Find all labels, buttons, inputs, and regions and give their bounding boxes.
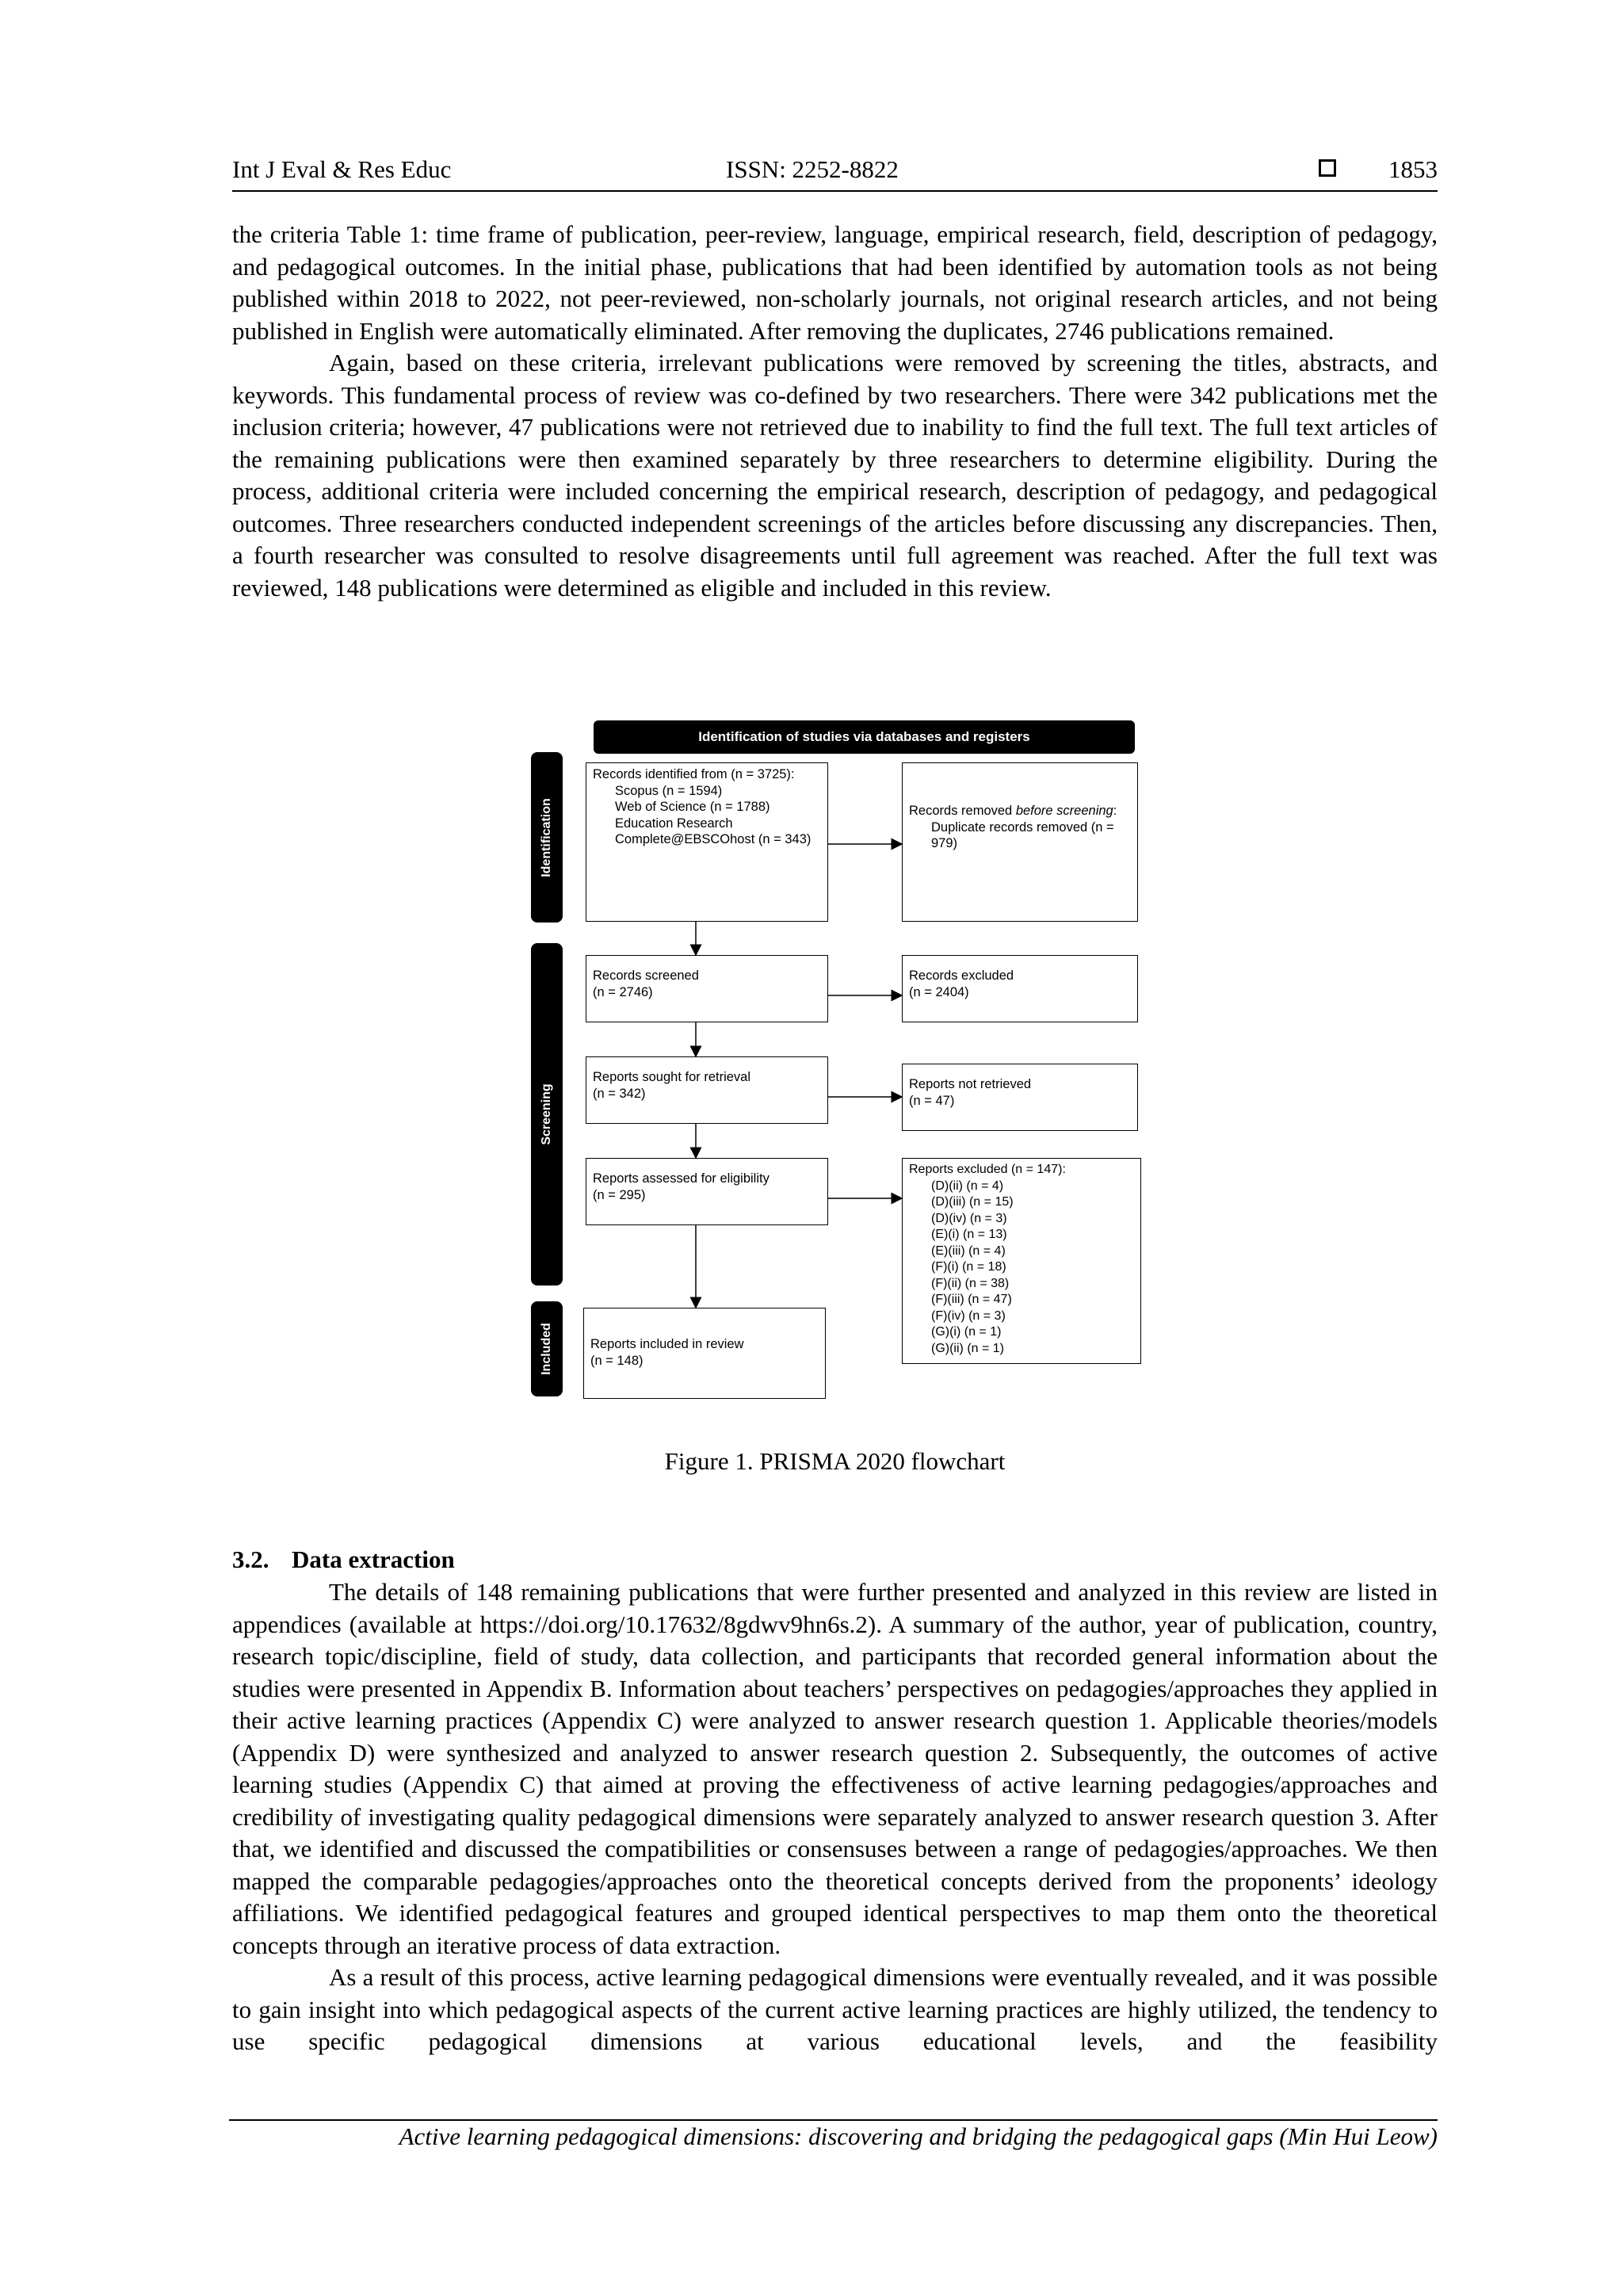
box-count: (n = 342) bbox=[593, 1086, 646, 1101]
exclusion-item: (F)(iii) (n = 47) bbox=[931, 1293, 1012, 1306]
exclusion-item: (D)(ii) (n = 4) bbox=[931, 1179, 1004, 1193]
removed-item: Duplicate records removed (n = 979) bbox=[931, 819, 1114, 850]
records-excluded-box bbox=[902, 955, 1138, 1022]
box-count: (n = 295) bbox=[593, 1187, 646, 1202]
stage-label: Identification bbox=[540, 797, 553, 877]
stage-label: Included bbox=[540, 1323, 553, 1375]
section-number: 3.2. bbox=[232, 1545, 269, 1573]
footer-rule bbox=[229, 2119, 1438, 2121]
stage-label: Screening bbox=[540, 1083, 553, 1145]
stage-identification bbox=[531, 752, 563, 923]
source-item: Scopus (n = 1594) bbox=[615, 783, 723, 798]
figure-caption: Figure 1. PRISMA 2020 flowchart bbox=[664, 1447, 1006, 1475]
exclusion-item: (F)(ii) (n = 38) bbox=[931, 1276, 1010, 1290]
exclusion-item: (G)(ii) (n = 1) bbox=[931, 1341, 1004, 1355]
exclusion-item: (D)(iii) (n = 15) bbox=[931, 1195, 1014, 1209]
paragraph: The details of 148 remaining publications that were further presented and analyzed in this review are listed in appendices (available at https://doi.org/10.17632/8gdwv9hn6s.2). A summary of the author, year of publication, country, research topic/discipline, field of study, data collection, and participants that recorded general information about the studies were presented in Appendix B. Information about teachers’ perspectives on pedagogies/approaches they applied in their active learning practices (Appendix C) were analyzed to answer research question 1. Applicable theories/models (Appendix D) were synthesized and analyzed to answer research question 2. Subsequently, the outcomes of active learning studies (Appendix C) that aimed at proving the effectiveness of active learning pedagogies/approaches and credibility of investigating quality pedagogical dimensions were separately analyzed to answer research question 3. After that, we identified and discussed the compatibilities or consensuses between a range of pedagogies/approaches. We then mapped the comparable pedagogies/approaches onto the theoretical concepts derived from the proponents’ ideology affiliations. We identified pedagogical features and grouped identical perspectives to map them onto the theoretical concepts through an iterative process of data extraction. bbox=[232, 1578, 1438, 1959]
records-screened-box bbox=[586, 955, 828, 1022]
exclusion-item: (D)(iv) (n = 3) bbox=[931, 1211, 1007, 1225]
box-count: (n = 47) bbox=[909, 1093, 955, 1108]
journal-name: Int J Eval & Res Educ bbox=[232, 155, 452, 183]
reports-not-retrieved-box bbox=[902, 1064, 1138, 1131]
box-count: (n = 2404) bbox=[909, 984, 969, 999]
page-number: 1853 bbox=[1388, 155, 1438, 183]
source-item: Web of Science (n = 1788) bbox=[615, 800, 770, 814]
exclusion-item: (G)(i) (n = 1) bbox=[931, 1325, 1002, 1339]
exclusion-item: (E)(iii) (n = 4) bbox=[931, 1244, 1006, 1258]
reports-included-box bbox=[583, 1308, 826, 1399]
source-item: Education Research Complete@EBSCOhost (n = 343) bbox=[615, 816, 812, 846]
box-title: Records screened bbox=[593, 968, 699, 983]
box-title: Reports included in review bbox=[590, 1337, 744, 1351]
box-title: Reports excluded (n = 147): bbox=[909, 1163, 1066, 1176]
box-title: Records removed before screening: bbox=[909, 804, 1117, 818]
exclusion-item: (E)(i) (n = 13) bbox=[931, 1228, 1007, 1241]
paragraph: Again, based on these criteria, irrelevant publications were removed by screening the titles, abstracts, and keywords. This fundamental process of review was co-defined by two researchers. There were 342 publications met the inclusion criteria; however, 47 publications were not retrieved due to inability to find the full text. The full text articles of the remaining publications were then examined separately by three researchers to determine eligibility. During the process, additional criteria were included concerning the empirical research, description of pedagogy, and pedagogical outcomes. Three researchers conducted independent screenings of the articles before discussing any discrepancies. Then, a fourth researcher was consulted to resolve disagreements until full agreement was reached. After the full text was reviewed, 148 publications were determined as eligible and included in this review. bbox=[232, 349, 1438, 602]
box-title: Records excluded bbox=[909, 968, 1014, 983]
exclusion-item: (F)(i) (n = 18) bbox=[931, 1260, 1006, 1274]
reports-excluded-box bbox=[902, 1158, 1141, 1364]
box-title: Records identified from (n = 3725): bbox=[593, 767, 795, 781]
square-bullet-icon bbox=[1319, 159, 1336, 177]
issn: ISSN: 2252-8822 bbox=[726, 155, 899, 183]
records-removed-box bbox=[902, 762, 1138, 922]
figure-header: Identification of studies via databases and registers bbox=[594, 720, 1135, 754]
section-title-text: Data extraction bbox=[292, 1545, 455, 1573]
prisma-flowchart bbox=[531, 717, 1149, 1427]
stage-screening bbox=[531, 943, 563, 1286]
stage-included bbox=[531, 1301, 563, 1396]
body-text-top bbox=[232, 219, 1438, 604]
section-heading bbox=[232, 1545, 455, 1574]
records-identified-box bbox=[586, 762, 828, 922]
exclusion-item: (F)(iv) (n = 3) bbox=[931, 1308, 1006, 1323]
box-title: Reports sought for retrieval bbox=[593, 1070, 751, 1084]
reports-sought-box bbox=[586, 1056, 828, 1124]
box-count: (n = 148) bbox=[590, 1353, 643, 1368]
reports-assessed-box bbox=[586, 1158, 828, 1225]
box-title: Reports not retrieved bbox=[909, 1077, 1032, 1091]
box-count: (n = 2746) bbox=[593, 984, 653, 999]
running-header bbox=[232, 155, 1438, 192]
paragraph: the criteria Table 1: time frame of publication, peer-review, language, empirical research, field, description of pedagogy, and pedagogical outcomes. In the initial phase, publications that had been identified by automation tools as not being published within 2018 to 2022, not peer-reviewed, non-scholarly journals, not original research articles, and not being published in English were automatically eliminated. After removing the duplicates, 2746 publications remained. bbox=[232, 220, 1438, 345]
body-text-bottom bbox=[232, 1576, 1438, 2058]
box-title: Reports assessed for eligibility bbox=[593, 1171, 769, 1186]
paragraph: As a result of this process, active learning pedagogical dimensions were eventually revealed, and it was possible to gain insight into which pedagogical aspects of the current active learning practices are highly utilized, the tendency to use specific pedagogical dimensions at various educational levels, and the feasibility bbox=[232, 1963, 1438, 2055]
running-footer: Active learning pedagogical dimensions: discovering and bridging the pedagogical gaps (Min Hui Leow) bbox=[399, 2122, 1438, 2150]
